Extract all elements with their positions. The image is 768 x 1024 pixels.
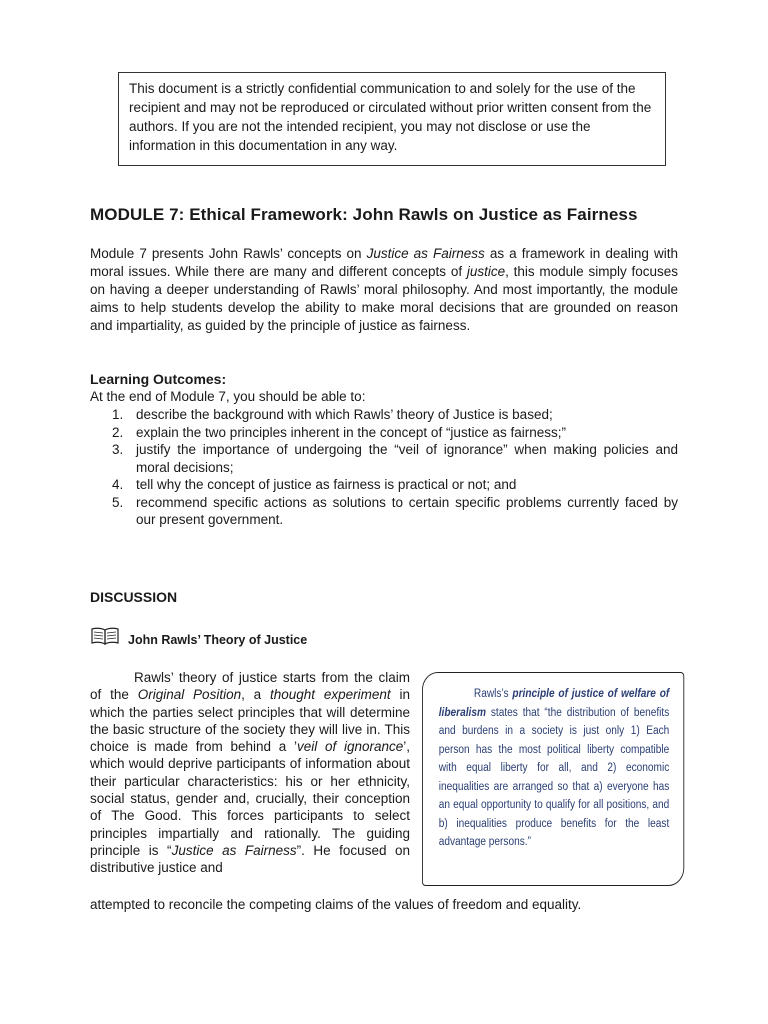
list-number: 3. xyxy=(112,442,124,457)
list-text: explain the two principles inherent in the concept of “justice as fairness;” xyxy=(136,424,566,440)
learning-outcomes-intro: At the end of Module 7, you should be able to: xyxy=(90,389,366,404)
list-item xyxy=(90,441,678,476)
intro-text-1: Module 7 presents John Rawls’ concepts on xyxy=(90,246,367,261)
learning-outcomes-heading: Learning Outcomes: xyxy=(90,371,227,387)
intro-paragraph xyxy=(90,245,678,335)
callout-text-2: states that “the distribution of benefits and burdens in a society is just only 1) Each person has the most political liberty compatible with equal liberty for all, and 2) economic inequalities are arranged so that a) everyone has an equal opportunity to qualify for all positions, and b) inequalities produce benefits for the least advantage persons.” xyxy=(438,706,670,848)
list-item xyxy=(90,424,678,442)
list-item xyxy=(90,494,678,529)
list-text: tell why the concept of justice as fairness is practical or not; and xyxy=(136,477,517,492)
notice-text: This document is a strictly confidential communication to and solely for the use of the recipient and may not be reproduced or circulated without prior written consent from the authors. If you are not the intended recipient, you may not disclose or use the information in this documentation in any way. xyxy=(129,81,652,153)
confidentiality-notice xyxy=(118,72,666,166)
intro-text-3: , this module simply focuses on having a deeper understanding of Rawls’ moral philosophy. And most importantly, the module aims to help students develop the ability to make moral decisions that are grounded on reason and impartiality, as guided by the principle of justice as fairness. xyxy=(90,264,678,333)
theory-italic-3: veil of ignorance xyxy=(296,739,404,755)
theory-text-3: in which the parties select principles that will determine the basic structure of the society they will live in. This choice is made from behind a ’ xyxy=(90,687,411,755)
list-number: 2. xyxy=(112,424,124,440)
list-number: 1. xyxy=(112,407,124,422)
theory-last-line: attempted to reconcile the competing claims of the values of freedom and equality. xyxy=(90,897,582,912)
intro-text-2: as a framework in dealing with moral issues. While there are many and different concepts of xyxy=(90,246,678,279)
list-text: describe the background with which Rawls’ theory of Justice is based; xyxy=(136,407,553,422)
theory-text-4: ’, which would deprive participants of information about their particular characteristics: his or her ethnicity, social status, gender and, crucially, their conception of The Good. This forces participants to select principles impartially and rationally. The guiding principle is “ xyxy=(90,739,411,858)
learning-outcomes-list xyxy=(90,406,678,529)
list-text: justify the importance of undergoing the “veil of ignorance” when making policies and moral decisions; xyxy=(136,442,678,475)
list-text: recommend specific actions as solutions to certain specific problems currently faced by our present government. xyxy=(136,494,678,527)
discussion-heading: DISCUSSION xyxy=(90,589,178,605)
theory-paragraph xyxy=(90,669,410,877)
callout-text-1: Rawls’s xyxy=(473,688,513,700)
list-number: 4. xyxy=(112,477,124,492)
theory-italic-1: Original Position xyxy=(137,687,242,703)
rawls-principle-callout xyxy=(422,672,684,886)
theory-subheading: John Rawls’ Theory of Justice xyxy=(128,633,308,647)
theory-text-1: Rawls’ theory of justice starts from the claim of the xyxy=(90,670,410,703)
intro-italic-2: justice xyxy=(466,264,506,279)
callout-highlight: principle of justice of welfare of liberalism xyxy=(438,688,670,719)
module-title: MODULE 7: Ethical Framework: John Rawls on Justice as Fairness xyxy=(90,205,638,224)
list-item xyxy=(90,476,678,494)
intro-italic-1: Justice as Fairness xyxy=(366,246,485,261)
theory-italic-2: thought experiment xyxy=(270,687,391,703)
list-item xyxy=(90,406,678,424)
list-number: 5. xyxy=(112,494,124,510)
theory-text-2: , a xyxy=(241,687,271,703)
theory-italic-4: Justice as Fairness xyxy=(171,842,297,858)
open-book-icon xyxy=(90,626,120,646)
theory-text-5: ”. He focused on distributive justice and xyxy=(90,842,410,876)
